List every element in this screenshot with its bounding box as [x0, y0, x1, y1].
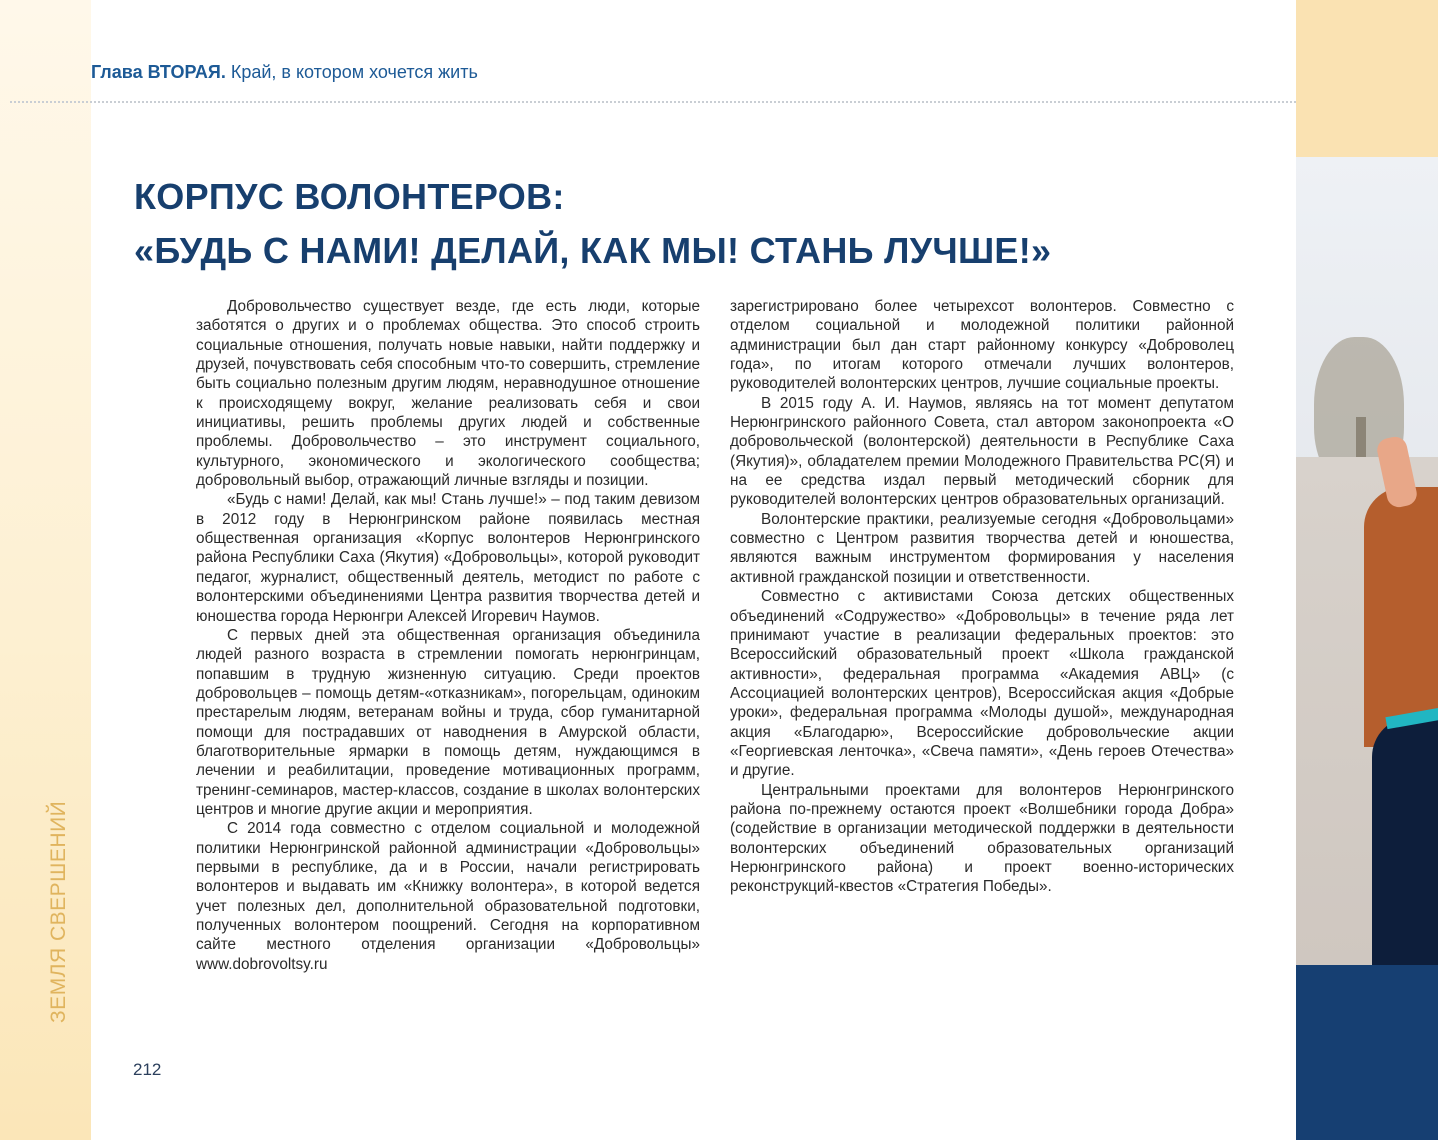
- section-side-label: ЗЕМЛЯ СВЕРШЕНИЙ: [47, 800, 70, 1023]
- paragraph: С 2014 года совместно с отделом социальной и молодежной политики Нерюнгринской районной администрации «Добровольцы» первыми в республике, да и в России, начали регистрировать волонтеров и выдавать им «Книжку волонтера», в которой ведется учет полезных дел, дополнительной образовательной подготовки, полученных волонтером поощрений. Сегодня на корпоративном сайте местного отделения организации «Добровольцы» www.dobrovoltsy.ru: [196, 820, 700, 973]
- paragraph: Волонтерские практики, реализуемые сегодня «Добровольцами» совместно с Центром развития творчества детей и юношества, являются важным инструментом формирования у населения активной гражданской позиции и ответственности.: [730, 510, 1234, 586]
- right-panel-sand-block: [1296, 0, 1438, 157]
- paragraph: Добровольчество существует везде, где есть люди, которые заботятся о других и о проблемах общества. Это способ строить социальные отношения, получать новые навыки, найти поддержку и друзей, почувствовать себя способным что-то совершить, стремление быть социально полезным другим людям, неравнодушное отношение к происходящему вокруг, желание реализовать себя и свои инициативы, решить проблемы других людей и собственные проблемы. Добровольчество – это инструмент социального, культурного, экономического и экологического сообщества; добровольный выбор, отражающий личные взгляды и позиции.: [196, 298, 700, 490]
- article-title-line-1: КОРПУС ВОЛОНТЕРОВ:: [134, 176, 565, 217]
- volunteer-photo: [1296, 157, 1438, 965]
- photo-person-jacket: [1364, 487, 1438, 747]
- paragraph: С первых дней эта общественная организация объединила людей разного возраста в стремлении помогать нерюнгринцам, попавшим в трудную жизненную ситуацию. Среди проектов добровольцев – помощь детям-«отказникам», погорельцам, одиноким престарелым людям, ветеранам войны и труда, сбор гуманитарной помощи для пострадавших от наводнения в Амурской области, благотворительные ярмарки в помощь детям, нуждающимся в лечении и реабилитации, проведение мотивационных программ, тренинг-семинаров, мастер-классов, создание в школах волонтерских центров и многие другие акции и мероприятия.: [196, 626, 700, 818]
- article-column-left: [196, 297, 700, 974]
- page-number: 212: [133, 1060, 162, 1079]
- chapter-subtitle: Край, в котором хочется жить: [230, 62, 478, 82]
- chapter-label: Глава ВТОРАЯ.: [91, 62, 226, 82]
- paragraph: «Будь с нами! Делай, как мы! Стань лучше!» – под таким девизом в 2012 году в Нерюнгринском районе появилась местная общественная организация «Корпус волонтеров Нерюнгринского района Республики Саха (Якутия) «Добровольцы», которой руководит педагог, журналист, общественный деятель, методист по работе с волонтерскими объединениями Центра развития творчества детей и юношества города Нерюнгри Алексей Игоревич Наумов.: [196, 491, 700, 625]
- paragraph: Совместно с активистами Союза детских общественных объединений «Содружество» «Добровольцы» в течение ряда лет принимают участие в реализации федеральных проектов: это Всероссийский образовательный проект «Школа гражданской активности», федеральная программа «Академия АВЦ» (с Ассоциацией волонтерских центров), Всероссийская акция «Добрые уроки», федеральная программа «Молоды душой», международная акция «Благодарю», Всероссийские добровольческие акции «Георгиевская ленточка», «Свеча памяти», «День героев Отечества» и другие.: [730, 588, 1234, 780]
- paragraph: В 2015 году А. И. Наумов, являясь на тот момент депутатом Нерюнгринского районного Совета, стал автором законопроекта «О добровольческой (волонтерской) деятельности в Республике Саха (Якутия)», обладателем премии Молодежного Правительства РС(Я) и на ее средства издал первый методический сборник для руководителей волонтерских центров образовательных организаций.: [730, 394, 1234, 509]
- running-header: [91, 62, 478, 83]
- article-title: [134, 170, 1051, 278]
- right-decorative-panel: [1296, 0, 1438, 1140]
- paragraph: зарегистрировано более четырехсот волонтеров. Совместно с отделом социальной и молодежной политики районной администрации был дан старт районному конкурсу «Доброволец года», по итогам которого отмечали лучших волонтеров, руководителей волонтерских центров, лучшие социальные проекты.: [730, 298, 1234, 393]
- article-column-right: [730, 297, 1234, 897]
- header-divider: [10, 101, 1296, 103]
- right-panel-navy-block: [1296, 965, 1438, 1140]
- article-title-line-2: «БУДЬ С НАМИ! ДЕЛАЙ, КАК МЫ! СТАНЬ ЛУЧШЕ!»: [134, 230, 1052, 271]
- paragraph: Центральными проектами для волонтеров Нерюнгринского района по-прежнему остаются проект «Волшебники города Добра» (содействие в организации методической поддержки в деятельности волонтерских объединений образовательных организаций Нерюнгринского района) и проект военно-исторических реконструкций-квестов «Стратегия Победы».: [730, 781, 1234, 896]
- photo-person-coat: [1372, 717, 1438, 965]
- left-decorative-strip: [0, 0, 91, 1140]
